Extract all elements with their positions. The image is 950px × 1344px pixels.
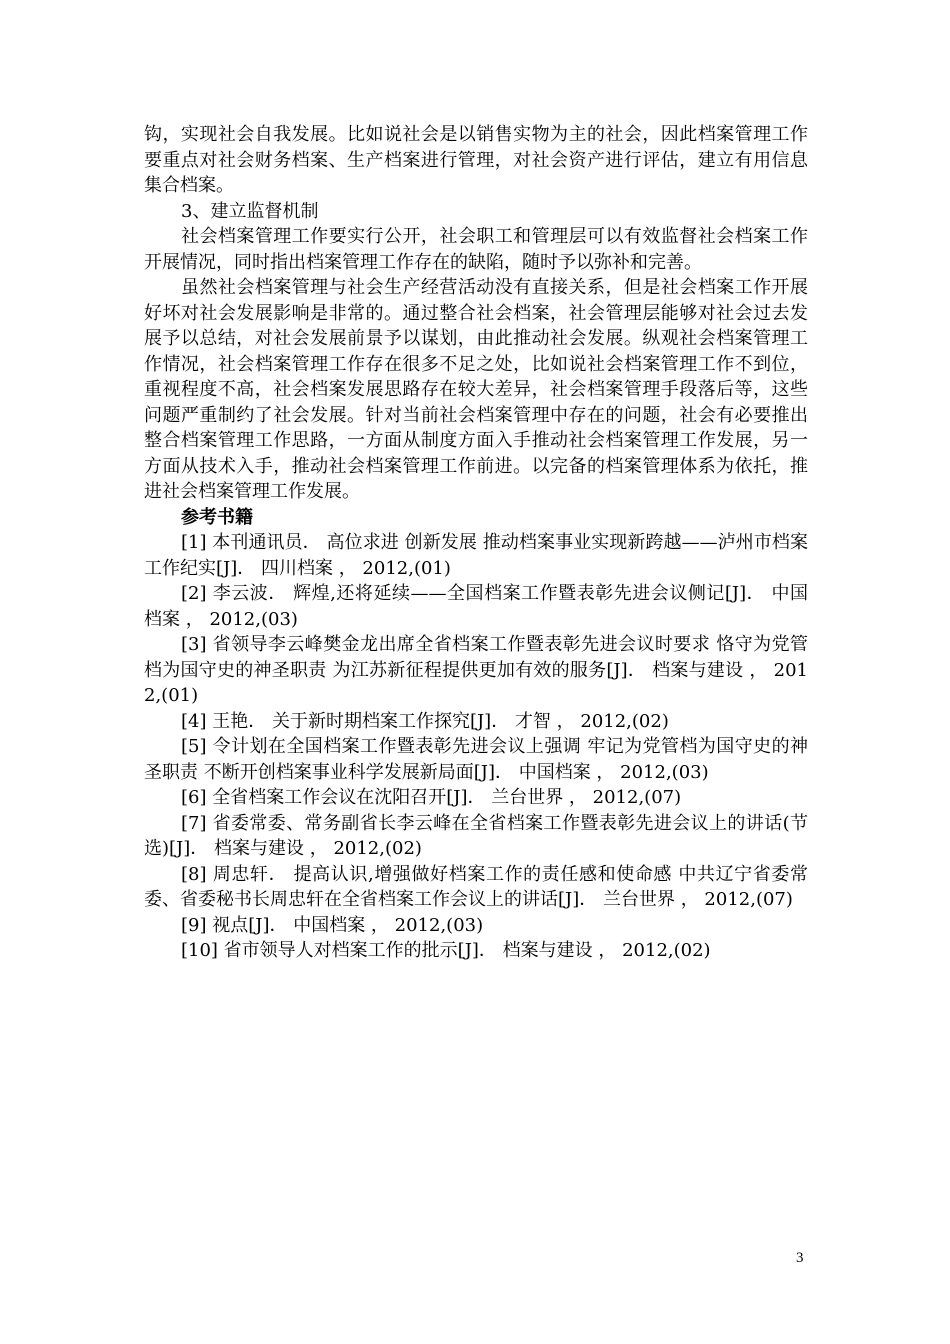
reference-item: [10] 省市领导人对档案工作的批示[J]． 档案与建设 ， 2012,(02) <box>181 940 711 961</box>
reference-item: [2] 李云波． 辉煌,还将延续——全国档案工作暨表彰先进会议侧记[J]． 中国档案 ， 2012,(03) <box>144 583 808 630</box>
body-paragraph-continuation: 钩，实现社会自我发展。比如说社会是以销售实物为主的社会，因此档案管理工作要重点对社会财务档案、生产档案进行管理，对社会资产进行评估，建立有用信息集合档案。 <box>144 124 808 196</box>
body-paragraph: 虽然社会档案管理与社会生产经营活动没有直接关系，但是社会档案工作开展好坏对社会发展影响是非常的。通过整合社会档案，社会管理层能够对社会过去发展予以总结，对社会发展前景予以谋划，由此推动社会发展。纵观社会档案管理工作情况，社会档案管理工作存在很多不足之处，比如说社会档案管理工作不到位，重视程度不高，社会档案发展思路存在较大差异，社会档案管理手段落后等，这些问题严重制约了社会发展。针对当前社会档案管理中存在的问题，社会有必要推出整合档案管理工作思路，一方面从制度方面入手推动社会档案管理工作发展，另一方面从技术入手，推动社会档案管理工作前进。以完备的档案管理体系为依托，推进社会档案管理工作发展。 <box>144 277 808 502</box>
reference-item: [6] 全省档案工作会议在沈阳召开[J]． 兰台世界 ， 2012,(07) <box>181 787 682 808</box>
reference-item: [4] 王艳． 关于新时期档案工作探究[J]． 才智 ， 2012,(02) <box>181 710 669 732</box>
reference-item: [3] 省领导李云峰樊金龙出席全省档案工作暨表彰先进会议时要求 恪守为党管档为国守史的神圣职责 为江苏新征程提供更加有效的服务[J]． 档案与建设 ， 2012,(01) <box>144 634 808 706</box>
reference-item: [5] 令计划在全国档案工作暨表彰先进会议上强调 牢记为党管档为国守史的神圣职责 不断开创档案事业科学发展新局面[J]． 中国档案 ， 2012,(03) <box>144 736 808 783</box>
page-content <box>144 122 808 964</box>
section-heading-supervision: 3、建立监督机制 <box>181 200 319 222</box>
page-number: 3 <box>796 1250 804 1266</box>
reference-item: [8] 周忠轩． 提高认识,增强做好档案工作的责任感和使命感 中共辽宁省委常委、省委秘书长周忠轩在全省档案工作会议上的讲话[J]． 兰台世界 ， 2012,(07) <box>144 863 808 910</box>
reference-item: [9] 视点[J]． 中国档案 ， 2012,(03) <box>181 914 484 936</box>
reference-item: [7] 省委常委、常务副省长李云峰在全省档案工作暨表彰先进会议上的讲话(节选)[J]． 档案与建设 ， 2012,(02) <box>144 812 808 859</box>
body-paragraph: 社会档案管理工作要实行公开，社会职工和管理层可以有效监督社会档案工作开展情况，同时指出档案管理工作存在的缺陷，随时予以弥补和完善。 <box>144 226 808 273</box>
references-heading: 参考书籍 <box>181 506 253 528</box>
reference-item: [1] 本刊通讯员． 高位求进 创新发展 推动档案事业实现新跨越——泸州市档案工作纪实[J]． 四川档案 ， 2012,(01) <box>144 532 808 579</box>
